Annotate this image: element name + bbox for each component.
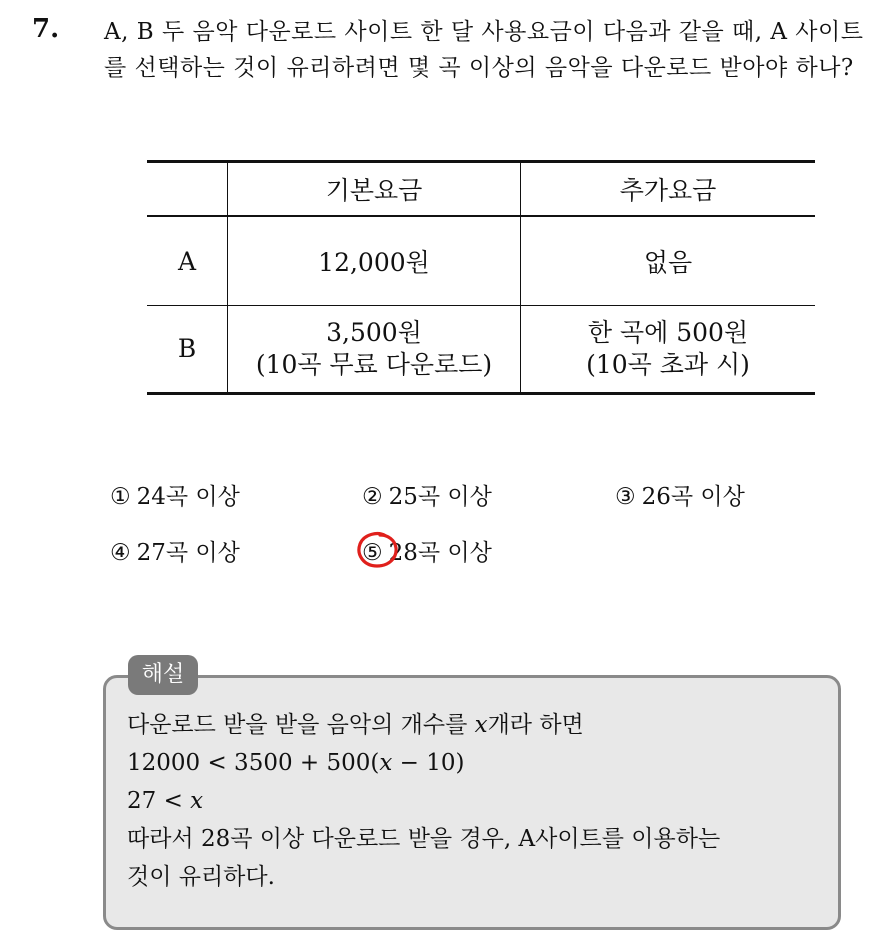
- choice-1[interactable]: [110, 478, 240, 511]
- choice-mark: ⑤: [362, 540, 383, 566]
- table-row: [147, 306, 815, 394]
- table-row: [147, 216, 815, 306]
- table-header-empty: [147, 162, 228, 217]
- solution-text-part: − 10): [392, 750, 465, 776]
- choice-label: 28곡 이상: [388, 540, 492, 566]
- site-cell: A: [147, 216, 228, 306]
- solution-line-5: 것이 유리하다.: [127, 864, 275, 890]
- choice-mark: ①: [110, 484, 131, 510]
- choice-mark: ④: [110, 540, 131, 566]
- base-fee-cell: [228, 216, 521, 306]
- choice-label: 25곡 이상: [388, 484, 492, 510]
- extra-fee-value: 한 곡에 500원: [587, 318, 749, 347]
- choice-mark: ③: [615, 484, 636, 510]
- choice-2[interactable]: [362, 478, 492, 511]
- choice-label: 24곡 이상: [136, 484, 240, 510]
- solution-text-part: 27 <: [127, 788, 191, 814]
- solution-text-part: 12000 < 3500 + 500(: [127, 750, 380, 776]
- extra-fee-cell: [521, 216, 816, 306]
- base-fee-value: 12,000원: [318, 248, 430, 277]
- answer-circle-mark: [356, 530, 400, 570]
- table-header-extra: 추가요금: [521, 162, 816, 217]
- choice-3[interactable]: [615, 478, 745, 511]
- variable-x: x: [190, 788, 204, 814]
- base-fee-value: 3,500원: [326, 318, 422, 347]
- variable-x: x: [379, 750, 393, 776]
- extra-fee-value: 없음: [643, 248, 693, 277]
- variable-x: x: [474, 712, 488, 738]
- choice-mark: ②: [362, 484, 383, 510]
- extra-fee-note: (10곡 초과 시): [586, 350, 750, 379]
- choice-4[interactable]: [110, 534, 240, 567]
- solution-text-part: 다운로드 받을 받을 음악의 개수를: [127, 712, 475, 738]
- base-fee-cell: [228, 306, 521, 394]
- fee-table: [147, 160, 815, 395]
- choice-label: 27곡 이상: [136, 540, 240, 566]
- site-cell: B: [147, 306, 228, 394]
- question-number: 7.: [32, 14, 60, 44]
- choice-label: 26곡 이상: [641, 484, 745, 510]
- table-header-base: 기본요금: [228, 162, 521, 217]
- question-text: A, B 두 음악 다운로드 사이트 한 달 사용요금이 다음과 같을 때, A 사이트를 선택하는 것이 유리하려면 몇 곡 이상의 음악을 다운로드 받아야 하나?: [104, 19, 864, 81]
- solution-line-3: [127, 782, 827, 820]
- solution-line-1: [127, 706, 827, 744]
- solution-text-part: 개라 하면: [487, 712, 584, 738]
- table-header-row: [147, 162, 815, 217]
- solution-badge: 해설: [128, 655, 198, 695]
- base-fee-note: (10곡 무료 다운로드): [255, 350, 493, 379]
- solution-text: [127, 706, 827, 896]
- solution-line-2: [127, 744, 827, 782]
- extra-fee-cell: [521, 306, 816, 394]
- solution-line-4: 따라서 28곡 이상 다운로드 받을 경우, A사이트를 이용하는: [127, 826, 721, 852]
